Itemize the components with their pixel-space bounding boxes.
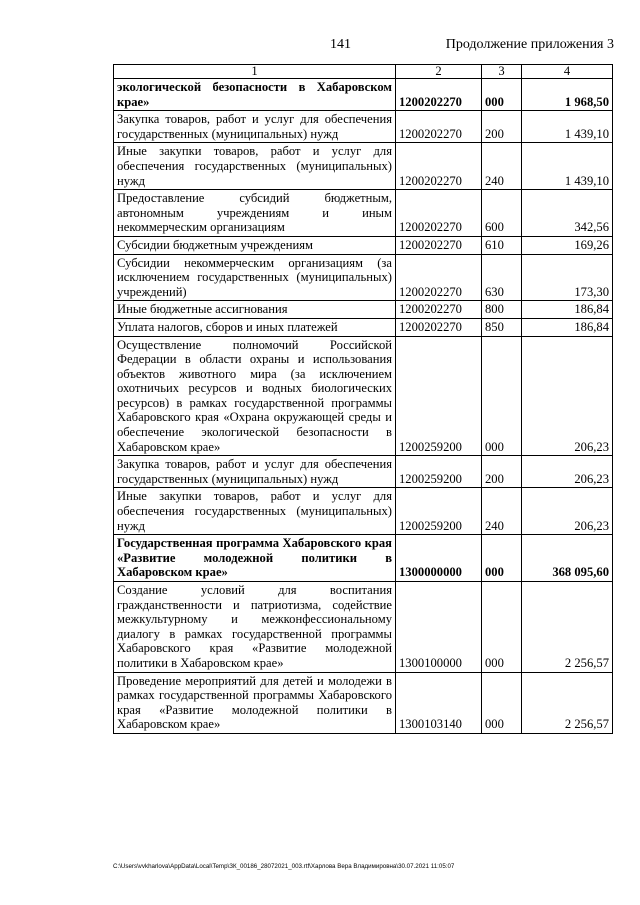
row-type-cell: 000 [482,336,522,456]
row-code-cell: 1200202270 [396,190,482,237]
row-name-cell: Предоставление субсидий бюджетным, автономным учреждениям и иным некоммерческим организациям [114,190,396,237]
table-row [114,254,613,301]
row-type-cell: 600 [482,190,522,237]
row-amount-cell: 1 968,50 [522,79,613,111]
row-amount-cell: 2 256,57 [522,672,613,733]
column-number-row [114,65,613,79]
row-name-cell: Закупка товаров, работ и услуг для обеспечения государственных (муниципальных) нужд [114,456,396,488]
row-name-cell: Создание условий для воспитания гражданственности и патриотизма, содействие межкультурному и межконфессиональному диалогу в рамках государственной программы Хабаровского края «Развитие молодежной политики в Хабаровском крае» [114,582,396,673]
row-code-cell: 1300000000 [396,535,482,582]
row-name-cell: экологической безопасности в Хабаровском крае» [114,79,396,111]
row-type-cell: 000 [482,79,522,111]
row-type-cell: 200 [482,111,522,143]
row-code-cell: 1200202270 [396,236,482,254]
table-row [114,190,613,237]
row-type-cell: 800 [482,301,522,319]
row-amount-cell: 169,26 [522,236,613,254]
row-type-cell: 610 [482,236,522,254]
row-type-cell: 000 [482,582,522,673]
table-row [114,236,613,254]
row-amount-cell: 206,23 [522,456,613,488]
row-code-cell: 1300103140 [396,672,482,733]
column-number: 3 [482,65,522,79]
table-row [114,79,613,111]
table-row [114,488,613,535]
row-type-cell: 630 [482,254,522,301]
row-code-cell: 1200202270 [396,111,482,143]
row-amount-cell: 206,23 [522,336,613,456]
table-row [114,143,613,190]
row-amount-cell: 1 439,10 [522,111,613,143]
row-code-cell: 1200202270 [396,143,482,190]
row-code-cell: 1200202270 [396,254,482,301]
row-amount-cell: 173,30 [522,254,613,301]
row-type-cell: 850 [482,318,522,336]
table-row [114,111,613,143]
page-number: 141 [330,37,351,52]
row-code-cell: 1200259200 [396,336,482,456]
row-code-cell: 1200202270 [396,301,482,319]
row-type-cell: 000 [482,672,522,733]
table-row [114,318,613,336]
row-name-cell: Субсидии бюджетным учреждениям [114,236,396,254]
document-path-footer: C:\Users\vvkharlova\AppData\Local\Temp\ЗК_00186_28072021_003.rtf\Харлова Вера Владимировна\30.07.2021 11:05:07 [113,863,455,870]
table-row [114,336,613,456]
column-number: 1 [114,65,396,79]
row-name-cell: Проведение мероприятий для детей и молодежи в рамках государственной программы Хабаровского края «Развитие молодежной политики в Хабаровском крае» [114,672,396,733]
row-name-cell: Государственная программа Хабаровского края «Развитие молодежной политики в Хабаровском крае» [114,535,396,582]
table-row [114,582,613,673]
budget-table [113,64,613,734]
row-name-cell: Иные закупки товаров, работ и услуг для обеспечения государственных (муниципальных) нужд [114,143,396,190]
row-type-cell: 200 [482,456,522,488]
row-code-cell: 1200259200 [396,456,482,488]
row-name-cell: Иные закупки товаров, работ и услуг для обеспечения государственных (муниципальных) нужд [114,488,396,535]
table-row [114,301,613,319]
column-number: 2 [396,65,482,79]
row-amount-cell: 206,23 [522,488,613,535]
row-type-cell: 240 [482,488,522,535]
table-row [114,456,613,488]
row-code-cell: 1200259200 [396,488,482,535]
row-amount-cell: 1 439,10 [522,143,613,190]
row-code-cell: 1200202270 [396,79,482,111]
table-row [114,672,613,733]
row-code-cell: 1200202270 [396,318,482,336]
row-type-cell: 000 [482,535,522,582]
appendix-continuation-label: Продолжение приложения 3 [445,37,614,52]
row-name-cell: Осуществление полномочий Российской Федерации в области охраны и использования объектов животного мира (за исключением охотничьих ресурсов и водных биологических ресурсов) в рамках государственной программы Хабаровского края «Охрана окружающей среды и обеспечение экологической безопасности в Хабаровском крае» [114,336,396,456]
column-number: 4 [522,65,613,79]
row-code-cell: 1300100000 [396,582,482,673]
row-amount-cell: 186,84 [522,301,613,319]
row-name-cell: Закупка товаров, работ и услуг для обеспечения государственных (муниципальных) нужд [114,111,396,143]
row-amount-cell: 186,84 [522,318,613,336]
row-amount-cell: 368 095,60 [522,535,613,582]
row-amount-cell: 2 256,57 [522,582,613,673]
row-name-cell: Субсидии некоммерческим организациям (за исключением государственных (муниципальных) учреждений) [114,254,396,301]
table-row [114,535,613,582]
row-type-cell: 240 [482,143,522,190]
budget-table-body [114,65,613,734]
row-amount-cell: 342,56 [522,190,613,237]
row-name-cell: Иные бюджетные ассигнования [114,301,396,319]
row-name-cell: Уплата налогов, сборов и иных платежей [114,318,396,336]
